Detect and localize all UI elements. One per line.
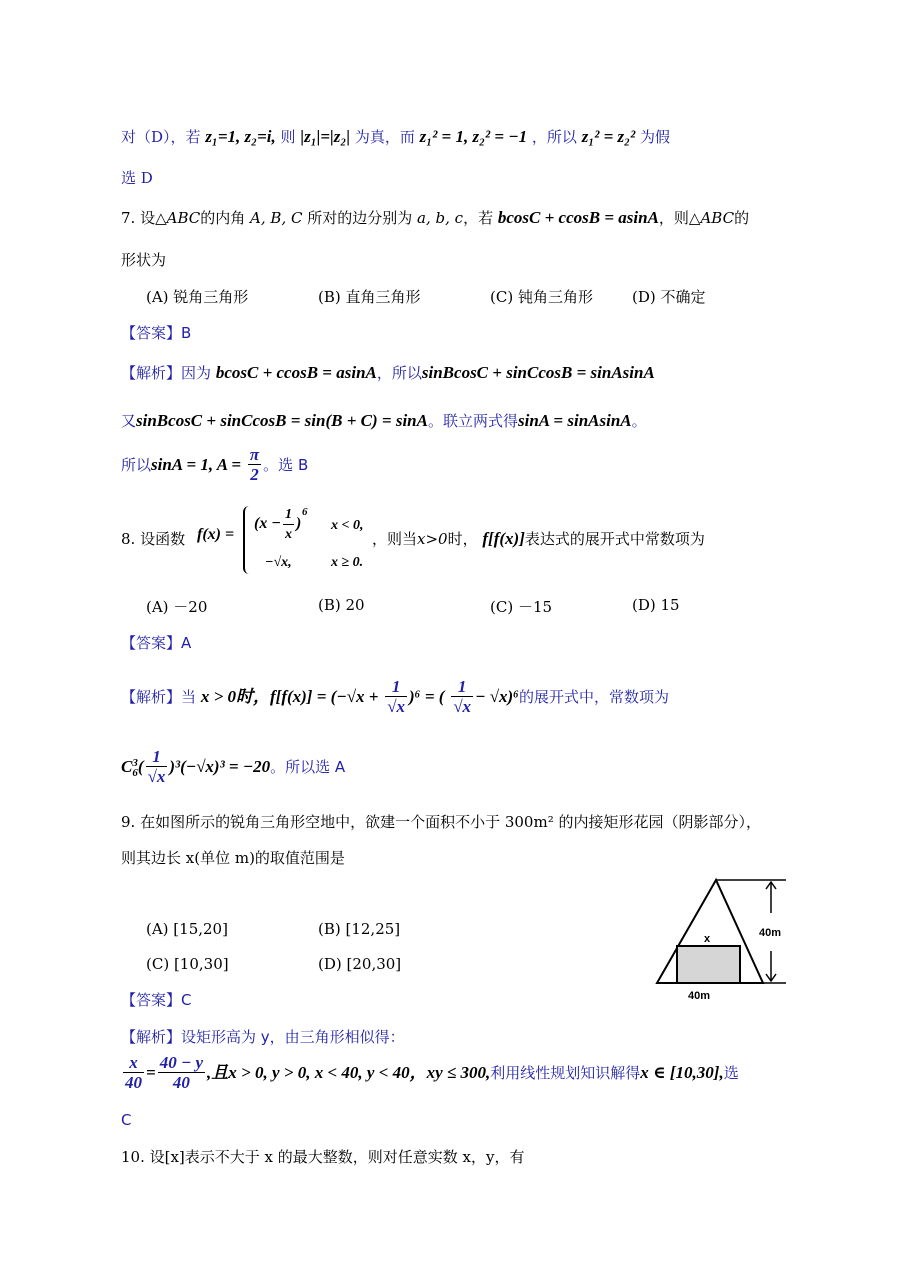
q8-a2-paren: ( [137, 757, 144, 776]
q7-a3-end: 。选 B [263, 456, 309, 474]
q7-text-b: 的内角 [200, 209, 246, 227]
q7-analysis-2 [121, 410, 647, 431]
intro-false: 为假 [639, 128, 670, 146]
q9-option-b: (B) [12,25] [318, 920, 401, 938]
q8-analysis-1 [121, 678, 669, 717]
q8-a1-den: √x [387, 697, 406, 716]
q7-a2-eq2: sinA = sinAsinA [517, 411, 632, 430]
q9-rectangle [677, 946, 740, 983]
q9-height-label: 40m [759, 927, 782, 939]
q8-case1-den: x [285, 527, 292, 542]
q7-a3-eq: sinA = 1, A = [151, 455, 242, 474]
q8-answer-value: A [181, 634, 192, 652]
q7-a2-eq: sinBcosC + sinCcosB = sin(B + C) = sinA [136, 411, 428, 430]
q8-case1-close: ) [296, 515, 302, 532]
q8-answer [121, 632, 191, 653]
q9-stem-line1: 9. 在如图所示的锐角三角形空地中，欲建一个面积不小于 300m² 的内接矩形花园（阴影部分）， [121, 813, 761, 831]
q7-a3-text: 所以 [121, 456, 152, 474]
q7-a2-text: 又 [121, 412, 137, 430]
q8-text-c: 时， [447, 530, 478, 548]
q8-case1-frac [283, 506, 294, 545]
q9-option-a: (A) [15,20] [146, 920, 228, 938]
q8-a1-eq2: )⁶ = ( [409, 687, 445, 706]
q8-option-c: (C) －15 [490, 598, 553, 616]
q8-a2-text: 。所以选 A [270, 758, 346, 776]
q7-option-a: (A) 锐角三角形 [146, 288, 249, 306]
q9-a2-end: 选 [723, 1064, 739, 1082]
q9-answer [121, 989, 192, 1010]
q9-a2-frac2 [158, 1054, 205, 1093]
q7-answer [121, 322, 191, 343]
q8-a2-comb [121, 757, 138, 780]
q9-stem-line2: 则其边长 x(单位 m)的取值范围是 [121, 849, 345, 867]
q7-a1-text2: ，所以 [376, 364, 422, 382]
q7-stem [121, 207, 749, 228]
q7-text-c: 所对的边分别为 [307, 209, 413, 227]
q7-angles: A, B, C [250, 209, 303, 227]
intro-true: 为真，而 [354, 128, 415, 146]
q10-stem: 10. 设[x]表示不大于 x 的最大整数，则对任意实数 x，y，有 [121, 1148, 525, 1166]
q8-a2-rest: )³(−√x)³ = −20 [169, 757, 271, 776]
q8-a1-eq3: − √x)⁶ [475, 687, 520, 706]
q7-a3-den: 2 [250, 465, 259, 484]
q7-analysis-1 [121, 362, 655, 383]
q8-a2-frac [146, 748, 168, 787]
q7-option-d: (D) 不确定 [632, 288, 706, 306]
q8-answer-label: 【答案】 [121, 634, 182, 652]
q9-a2-den2: 40 [172, 1073, 190, 1092]
q8-analysis-2 [121, 748, 345, 787]
q7-analysis-label: 【解析】 [121, 364, 182, 382]
q8-stem-prefix: 8. 设函数 [121, 530, 186, 548]
q9-a2-res: x ∈ [10,30], [640, 1063, 724, 1082]
q9-analysis-1 [121, 1026, 405, 1047]
q8-a2-sub: 6 [132, 767, 138, 780]
q8-a1-text2: 的展开式中，常数项为 [519, 688, 670, 706]
q9-answer-value: C [181, 991, 192, 1009]
intro-prefix: 对（D），若 [121, 128, 201, 146]
q8-a1-frac [385, 678, 407, 717]
q9-answer-label: 【答案】 [121, 991, 182, 1009]
q7-text-e: ，则△ [658, 209, 701, 227]
q7-text-d: ，若 [463, 209, 494, 227]
q8-option-a: (A) －20 [146, 598, 208, 616]
intro-conclusion: z₁² = z₂² [581, 127, 636, 146]
q9-a2-den1: 40 [125, 1073, 142, 1092]
q8-option-b: (B) 20 [318, 596, 365, 614]
q7-abc: ABC [166, 209, 201, 227]
intro-condition: z₁=1, z₂=i, [205, 127, 276, 146]
q7-sides: a, b, c [417, 209, 464, 227]
q8-cond: x>0 [417, 530, 448, 548]
q8-text-b: ，则当 [372, 530, 418, 548]
q8-option-d: (D) 15 [632, 596, 680, 614]
q7-stem-line2: 形状为 [121, 251, 167, 269]
intro-select: 选 D [121, 169, 153, 187]
q9-figure [652, 873, 802, 1003]
q8-a2-num: 1 [146, 748, 168, 767]
q8-fx: f(x) = [197, 526, 235, 543]
q9-a2-text: 利用线性规划知识解得 [490, 1064, 641, 1082]
q7-a2-end: 。 [631, 412, 647, 430]
intro-line [121, 126, 670, 147]
intro-abs: |z₁|=|z₂| [300, 127, 351, 146]
intro-then: 则 [280, 128, 296, 146]
q8-a1-text: 当 [181, 688, 197, 706]
q9-a2-frac1 [123, 1054, 144, 1093]
q8-a2-den: √x [147, 767, 166, 786]
q7-a3-fraction [248, 446, 261, 485]
q9-a1-text: 设矩形高为 y，由三角形相似得： [181, 1028, 405, 1046]
q7-equation: bcosC + ccosB = asinA [497, 208, 659, 227]
q8-a1-frac2 [451, 678, 473, 717]
q7-a3-num: π [249, 445, 260, 464]
q7-a1-text: 因为 [181, 364, 212, 382]
q9-a2-rest: ,且x > 0, y > 0, x < 40, y < 40，xy ≤ 300, [207, 1063, 491, 1082]
q7-a2-text2: 。联立两式得 [427, 412, 518, 430]
q9-analysis-2 [121, 1054, 739, 1093]
q7-text-f: 的 [734, 209, 750, 227]
q7-text-a: 7. 设△ [121, 209, 167, 227]
q7-answer-label: 【答案】 [121, 324, 182, 342]
q7-answer-value: B [181, 324, 192, 342]
q8-case1-pow: 6 [302, 506, 308, 518]
q9-option-c: (C) [10,30] [146, 955, 229, 973]
q8-a1-num: 1 [385, 678, 407, 697]
q9-a2-num1: x [123, 1054, 144, 1073]
q9-x-label: x [704, 933, 711, 945]
q9-option-d: (D) [20,30] [318, 955, 402, 973]
q8-a2-sup: 3 [132, 757, 138, 770]
q8-stem-rest [372, 528, 705, 549]
q8-case1-cond: x < 0, [331, 518, 364, 533]
q7-option-c: (C) 钝角三角形 [490, 288, 593, 306]
q9-a2-num2: 40 − y [159, 1053, 204, 1072]
q8-case1-num: 1 [283, 506, 294, 525]
q8-analysis-label: 【解析】 [121, 688, 182, 706]
q7-analysis-3 [121, 446, 308, 485]
q8-ffx: f[f(x)] [482, 529, 525, 548]
q8-a1-den2: √x [453, 697, 472, 716]
q9-analysis-label: 【解析】 [121, 1028, 182, 1046]
q8-case1-left: (x − [254, 515, 282, 532]
q8-case2-cond: x ≥ 0. [331, 555, 364, 570]
q9-base-label: 40m [688, 990, 711, 1002]
q7-a1-eq2: sinBcosC + sinCcosB = sinAsinA [421, 363, 655, 382]
q8-a1-eq: x > 0时，f[f(x)] = (−√x + [200, 687, 379, 706]
q7-option-b: (B) 直角三角形 [318, 288, 421, 306]
q7-a1-eq: bcosC + ccosB = asinA [215, 363, 377, 382]
intro-squares: z₁² = 1, z₂² = −1 [419, 127, 528, 146]
q7-abc-2: ABC [700, 209, 735, 227]
q8-text-d: 表达式的展开式中常数项为 [524, 530, 705, 548]
q8-case2-expr: −√x, [265, 555, 292, 570]
intro-sep: ，所以 [531, 128, 577, 146]
q8-a2-c: C [121, 757, 133, 776]
q9-a2-eq: = [146, 1063, 156, 1082]
q9-analysis-3: C [121, 1111, 132, 1129]
q8-a1-num2: 1 [451, 678, 473, 697]
